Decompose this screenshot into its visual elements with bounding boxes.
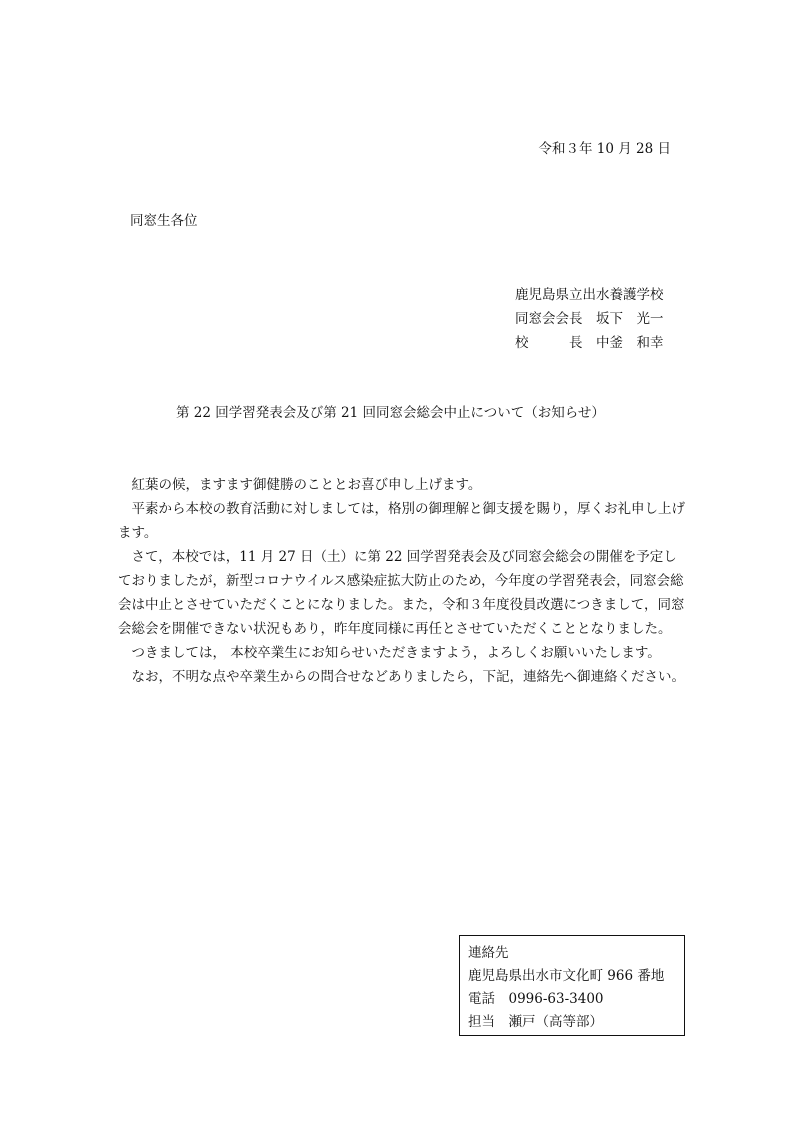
addressee: 同窓生各位 <box>130 213 198 229</box>
sender-principal: 校 長 中釜 和幸 <box>515 335 664 351</box>
letter-body <box>118 473 690 689</box>
sender-chair: 同窓会会長 坂下 光一 <box>515 311 664 327</box>
paragraph-request: つきましては， 本校卒業生にお知らせいただきますよう，よろしくお願いいたします。 <box>131 645 661 661</box>
contact-address: 鹿児島県出水市文化町 966 番地 <box>468 968 665 984</box>
paragraph-thanks: 平素から本校の教育活動に対しましては，格別の御理解と御支援を賜り，厚くお礼申し上げます。 <box>118 501 685 541</box>
contact-phone: 電話 0996-63-3400 <box>468 991 604 1007</box>
sender-block <box>515 283 664 355</box>
contact-person: 担当 瀬戸（高等部） <box>468 1014 603 1030</box>
contact-heading: 連絡先 <box>468 945 509 961</box>
paragraph-contact-note: なお，不明な点や卒業生からの問合せなどありましたら，下記，連絡先へ御連絡ください。 <box>131 669 685 685</box>
sender-school: 鹿児島県立出水養護学校 <box>515 287 664 303</box>
document-date: 令和３年 10 月 28 日 <box>538 141 671 157</box>
paragraph-notice: さて，本校では，11 月 27 日（土）に第 22 回学習発表会及び同窓会総会の開催を予定しておりましたが，新型コロナウイルス感染症拡大防止のため，今年度の学習発表会，同窓会総会は中止とさせていただくことになりました。また，令和３年度役員改選につきまして，同窓会総会を開催できない状況もあり，昨年度同様に再任とさせていただくこととなりました。 <box>118 549 685 637</box>
paragraph-greeting: 紅葉の候，ますます御健勝のこととお喜び申し上げます。 <box>131 477 482 493</box>
document-title: 第 22 回学習発表会及び第 21 回同窓会総会中止について（お知らせ） <box>176 405 605 421</box>
contact-box <box>459 935 685 1036</box>
